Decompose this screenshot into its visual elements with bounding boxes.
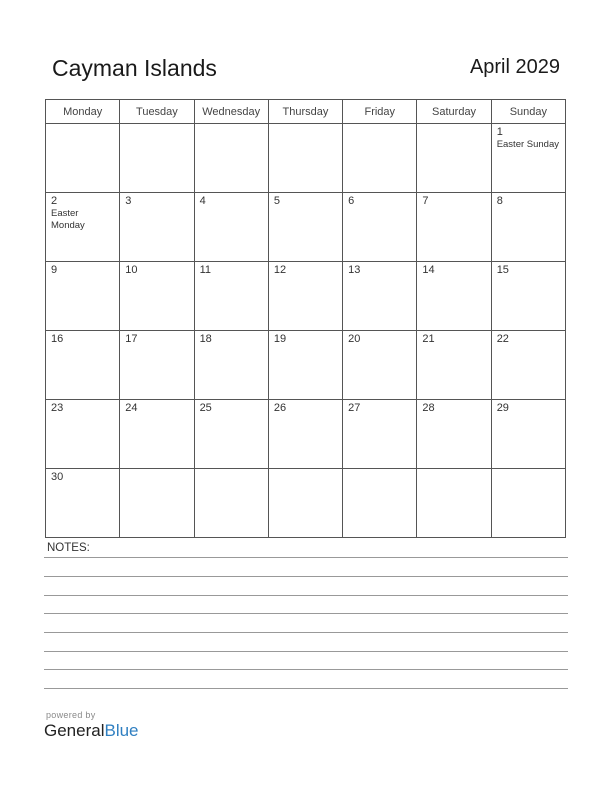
weekday-header: Friday <box>343 100 417 124</box>
calendar-day-cell <box>268 469 342 538</box>
day-number: 4 <box>199 195 206 207</box>
calendar-day-cell <box>417 193 491 262</box>
brand-name-general: General <box>44 721 105 740</box>
calendar-day-cell <box>417 331 491 400</box>
weekday-header: Tuesday <box>120 100 194 124</box>
calendar-day-cell <box>491 331 565 400</box>
powered-by-text: powered by <box>46 710 96 720</box>
calendar-day-cell <box>491 469 565 538</box>
calendar-day-cell <box>417 262 491 331</box>
note-line <box>44 613 568 614</box>
day-number: 3 <box>125 195 132 207</box>
calendar-day-cell <box>46 469 120 538</box>
calendar-body <box>46 124 566 538</box>
calendar-day-cell <box>343 262 417 331</box>
calendar-day-cell <box>46 193 120 262</box>
calendar-day-cell <box>343 193 417 262</box>
calendar-day-cell <box>194 124 268 193</box>
note-line <box>44 576 568 577</box>
day-number: 27 <box>348 402 361 414</box>
note-line <box>44 651 568 652</box>
day-number: 9 <box>51 264 58 276</box>
day-number: 17 <box>125 333 138 345</box>
calendar-month: April 2029 <box>469 56 560 78</box>
day-number: 23 <box>51 402 64 414</box>
day-number: 2 <box>51 195 58 207</box>
day-number: 15 <box>496 264 509 276</box>
calendar-day-cell <box>194 400 268 469</box>
calendar-day-cell <box>194 469 268 538</box>
day-number: 29 <box>496 402 509 414</box>
calendar-week-row <box>46 400 566 469</box>
day-number: 16 <box>51 333 64 345</box>
calendar-day-cell <box>46 331 120 400</box>
day-number: 19 <box>273 333 287 345</box>
day-number: 6 <box>348 195 355 207</box>
weekday-header: Wednesday <box>194 100 268 124</box>
calendar-grid <box>45 99 566 538</box>
weekday-header-row <box>46 100 566 124</box>
day-number: 28 <box>422 402 435 414</box>
calendar-day-cell <box>268 262 342 331</box>
calendar-day-cell <box>268 400 342 469</box>
day-number: 25 <box>199 402 212 414</box>
note-line <box>44 669 568 670</box>
day-number: 20 <box>348 333 361 345</box>
day-number: 5 <box>273 195 280 207</box>
calendar-day-cell <box>417 400 491 469</box>
note-line <box>44 688 568 689</box>
calendar-day-cell <box>343 469 417 538</box>
calendar-day-cell <box>120 400 194 469</box>
calendar-day-cell <box>46 124 120 193</box>
calendar-day-cell <box>343 124 417 193</box>
weekday-header: Sunday <box>491 100 565 124</box>
note-line <box>44 557 568 558</box>
calendar-day-cell <box>343 400 417 469</box>
calendar-day-cell <box>491 400 565 469</box>
calendar-day-cell <box>120 331 194 400</box>
calendar-day-cell <box>417 469 491 538</box>
calendar-title: Cayman Islands <box>52 55 217 81</box>
notes-label: NOTES: <box>47 542 90 554</box>
calendar-week-row <box>46 331 566 400</box>
day-number: 26 <box>273 402 287 414</box>
holiday-label: Easter Sunday <box>496 139 560 150</box>
day-number: 18 <box>199 333 212 345</box>
calendar-day-cell <box>46 400 120 469</box>
calendar-day-cell <box>194 193 268 262</box>
note-line <box>44 595 568 596</box>
holiday-label: Easter Monday <box>51 208 85 231</box>
calendar-day-cell <box>491 124 565 193</box>
calendar-day-cell <box>120 193 194 262</box>
day-number: 8 <box>496 195 503 207</box>
calendar-day-cell <box>194 262 268 331</box>
day-number: 13 <box>348 264 361 276</box>
day-number: 12 <box>273 264 287 276</box>
calendar-day-cell <box>268 331 342 400</box>
calendar-day-cell <box>194 331 268 400</box>
day-number: 21 <box>422 333 435 345</box>
day-number: 7 <box>422 195 429 207</box>
weekday-header: Thursday <box>268 100 342 124</box>
weekday-header: Monday <box>46 100 120 124</box>
day-number: 1 <box>496 126 503 138</box>
calendar-day-cell <box>491 262 565 331</box>
calendar-day-cell <box>120 469 194 538</box>
day-number: 30 <box>51 471 64 483</box>
day-number: 22 <box>496 333 509 345</box>
day-number: 24 <box>125 402 138 414</box>
calendar-day-cell <box>120 262 194 331</box>
calendar-week-row <box>46 193 566 262</box>
calendar-day-cell <box>120 124 194 193</box>
weekday-header: Saturday <box>417 100 491 124</box>
calendar-day-cell <box>491 193 565 262</box>
calendar-day-cell <box>268 193 342 262</box>
day-number: 11 <box>199 264 211 276</box>
brand-name-blue: Blue <box>104 721 139 740</box>
note-line <box>44 632 568 633</box>
calendar-day-cell <box>417 124 491 193</box>
calendar-week-row <box>46 469 566 538</box>
day-number: 14 <box>422 264 435 276</box>
calendar-week-row <box>46 262 566 331</box>
brand-logo <box>44 721 139 741</box>
calendar-week-row <box>46 124 566 193</box>
calendar-day-cell <box>46 262 120 331</box>
day-number: 10 <box>125 264 138 276</box>
calendar-day-cell <box>343 331 417 400</box>
calendar-day-cell <box>268 124 342 193</box>
